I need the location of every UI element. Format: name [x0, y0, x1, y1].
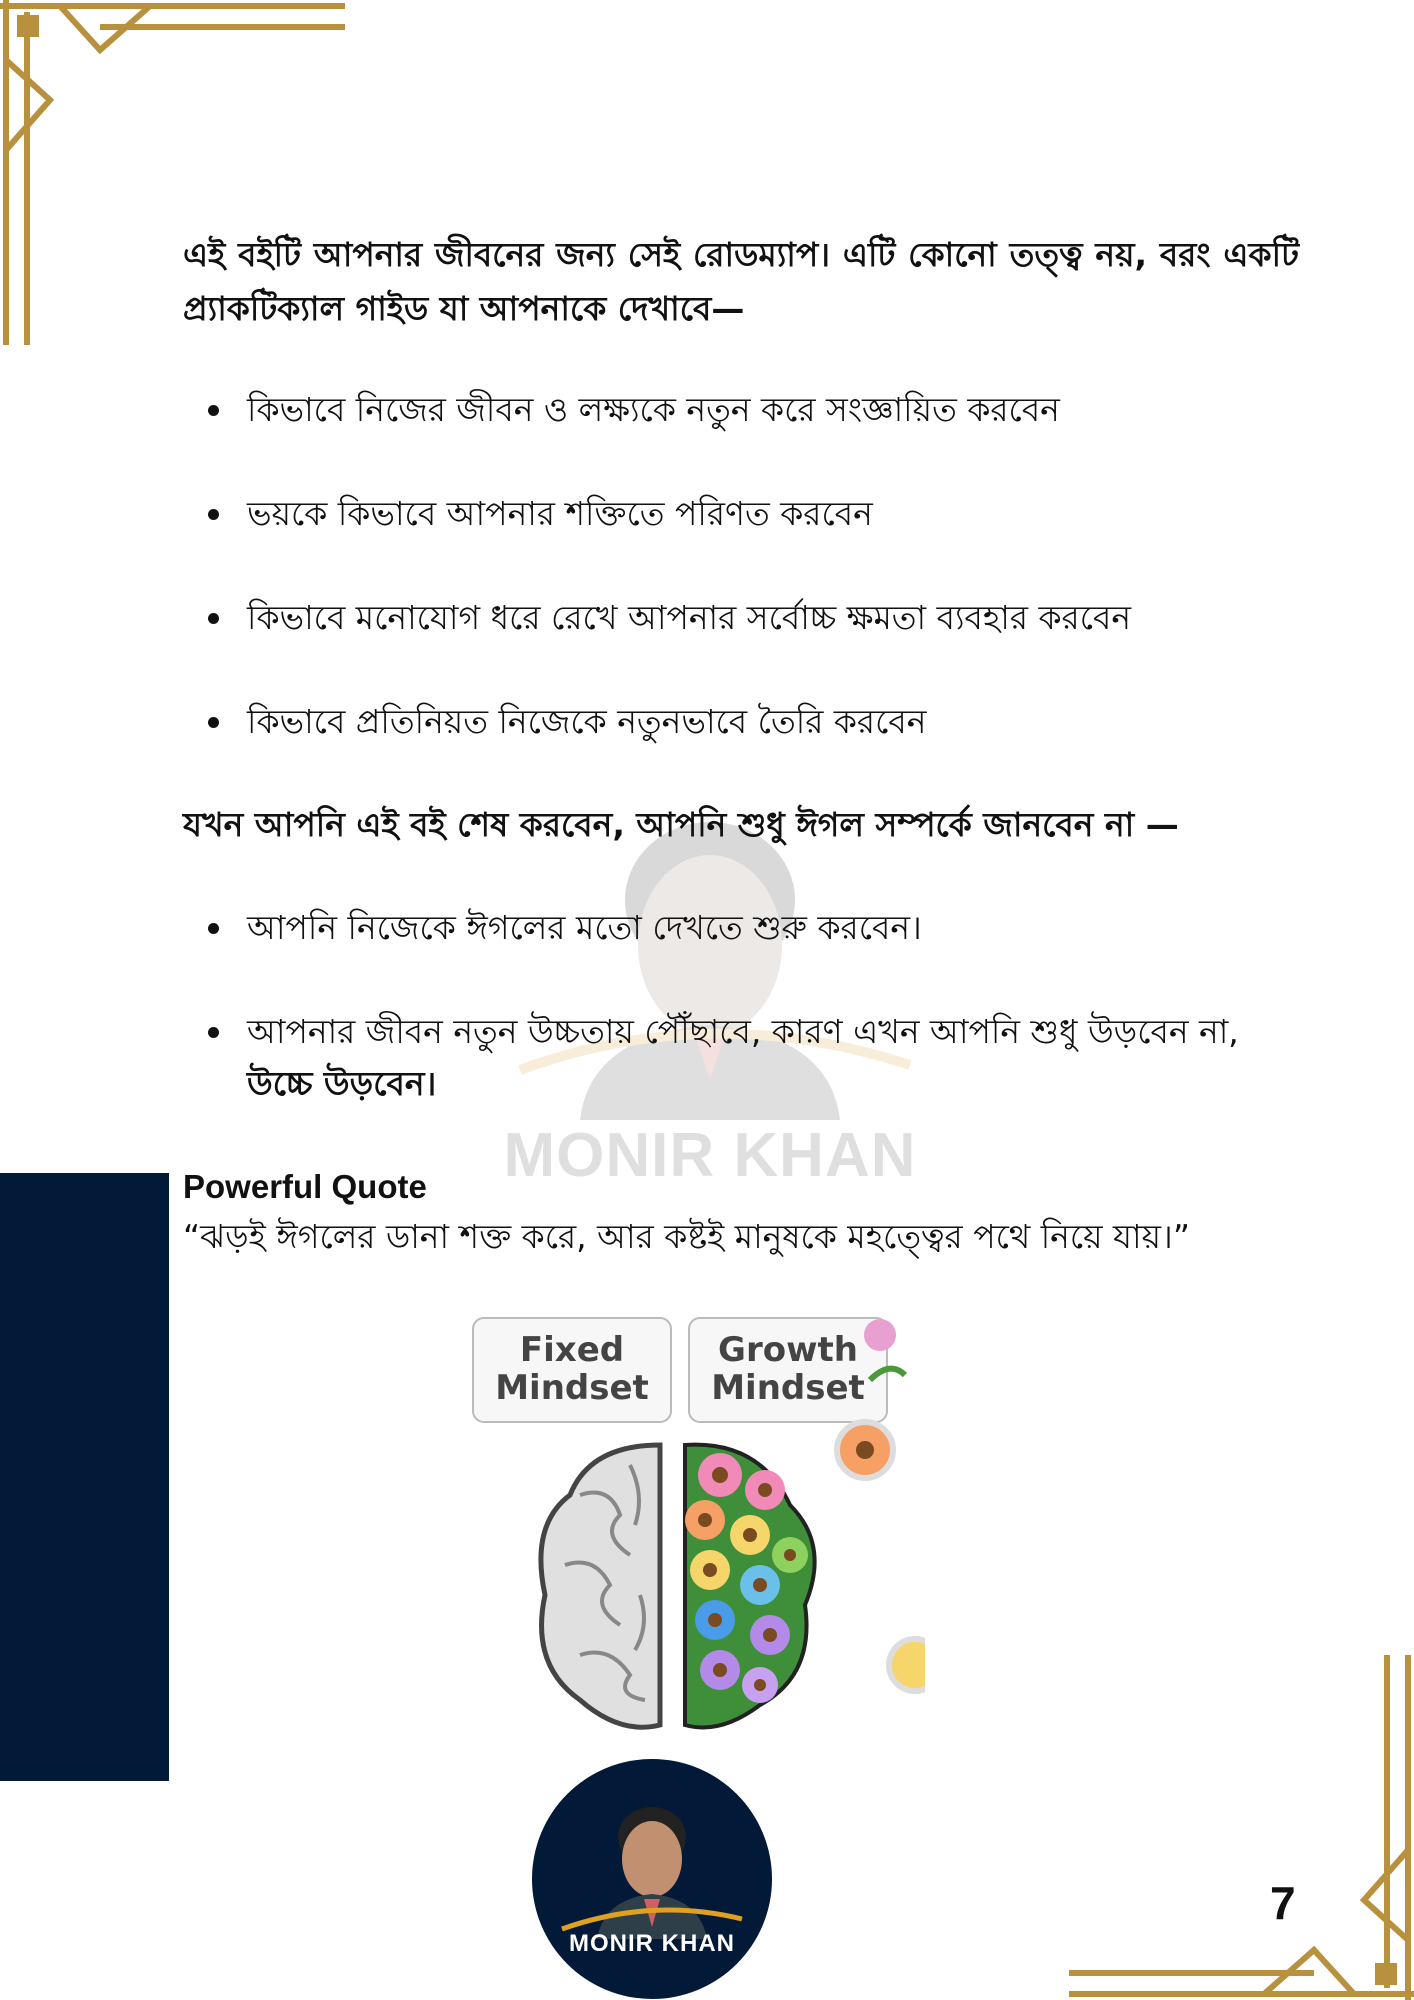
outcome-bold-text: উচ্চে উড়বেন।	[247, 1064, 437, 1103]
feature-list	[183, 384, 1333, 800]
quote-text: “ঝড়ই ঈগলের ডানা শক্ত করে, আর কষ্টই মানুষকে মহত্ত্বের পথে নিয়ে যায়।”	[183, 1217, 1190, 1256]
navy-side-bar	[0, 1173, 169, 1781]
author-avatar	[532, 1759, 772, 1999]
outcome-heading: যখন আপনি এই বই শেষ করবেন, আপনি শুধু ঈগল সম্পর্কে জানবেন না —	[183, 805, 1179, 844]
list-item	[183, 1006, 1333, 1110]
brain-flowers-icon	[470, 1305, 925, 1735]
growth-label-line: Growth	[718, 1330, 858, 1370]
gold-corner-ornament-bottom-right	[1064, 1650, 1414, 2000]
list-item: আপনি নিজেকে ঈগলের মতো দেখতে শুরু করবেন।	[183, 902, 1333, 954]
fixed-label-line: Mindset	[495, 1368, 649, 1408]
watermark-text: MONIR KHAN	[503, 1121, 917, 1190]
growth-label-line: Mindset	[711, 1368, 865, 1408]
list-item: কিভাবে নিজের জীবন ও লক্ষ্যকে নতুন করে সংজ্ঞায়িত করবেন	[183, 384, 1333, 436]
quote-title: Powerful Quote	[183, 1168, 427, 1205]
author-portrait-icon	[532, 1759, 772, 1999]
avatar-name: MONIR KHAN	[569, 1930, 735, 1957]
list-item: কিভাবে মনোযোগ ধরে রেখে আপনার সর্বোচ্চ ক্ষমতা ব্যবহার করবেন	[183, 592, 1333, 644]
intro-paragraph: এই বইটি আপনার জীবনের জন্য সেই রোডম্যাপ। এটি কোনো তত্ত্ব নয়, বরং একটি প্র্যাকটিক্যাল গাইড যা আপনাকে দেখাবে—	[183, 235, 1299, 328]
list-item: ভয়কে কিভাবে আপনার শক্তিতে পরিণত করবেন	[183, 488, 1333, 540]
page-number: 7	[1270, 1877, 1296, 1929]
outcome-list	[183, 902, 1333, 1162]
list-item: কিভাবে প্রতিনিয়ত নিজেকে নতুনভাবে তৈরি করবেন	[183, 696, 1333, 748]
fixed-label-line: Fixed	[519, 1330, 625, 1370]
mindset-illustration	[470, 1305, 925, 1735]
outcome-text: আপনার জীবন নতুন উচ্চতায় পৌঁছাবে, কারণ এখন আপনি শুধু উড়বেন না,	[247, 1012, 1239, 1051]
